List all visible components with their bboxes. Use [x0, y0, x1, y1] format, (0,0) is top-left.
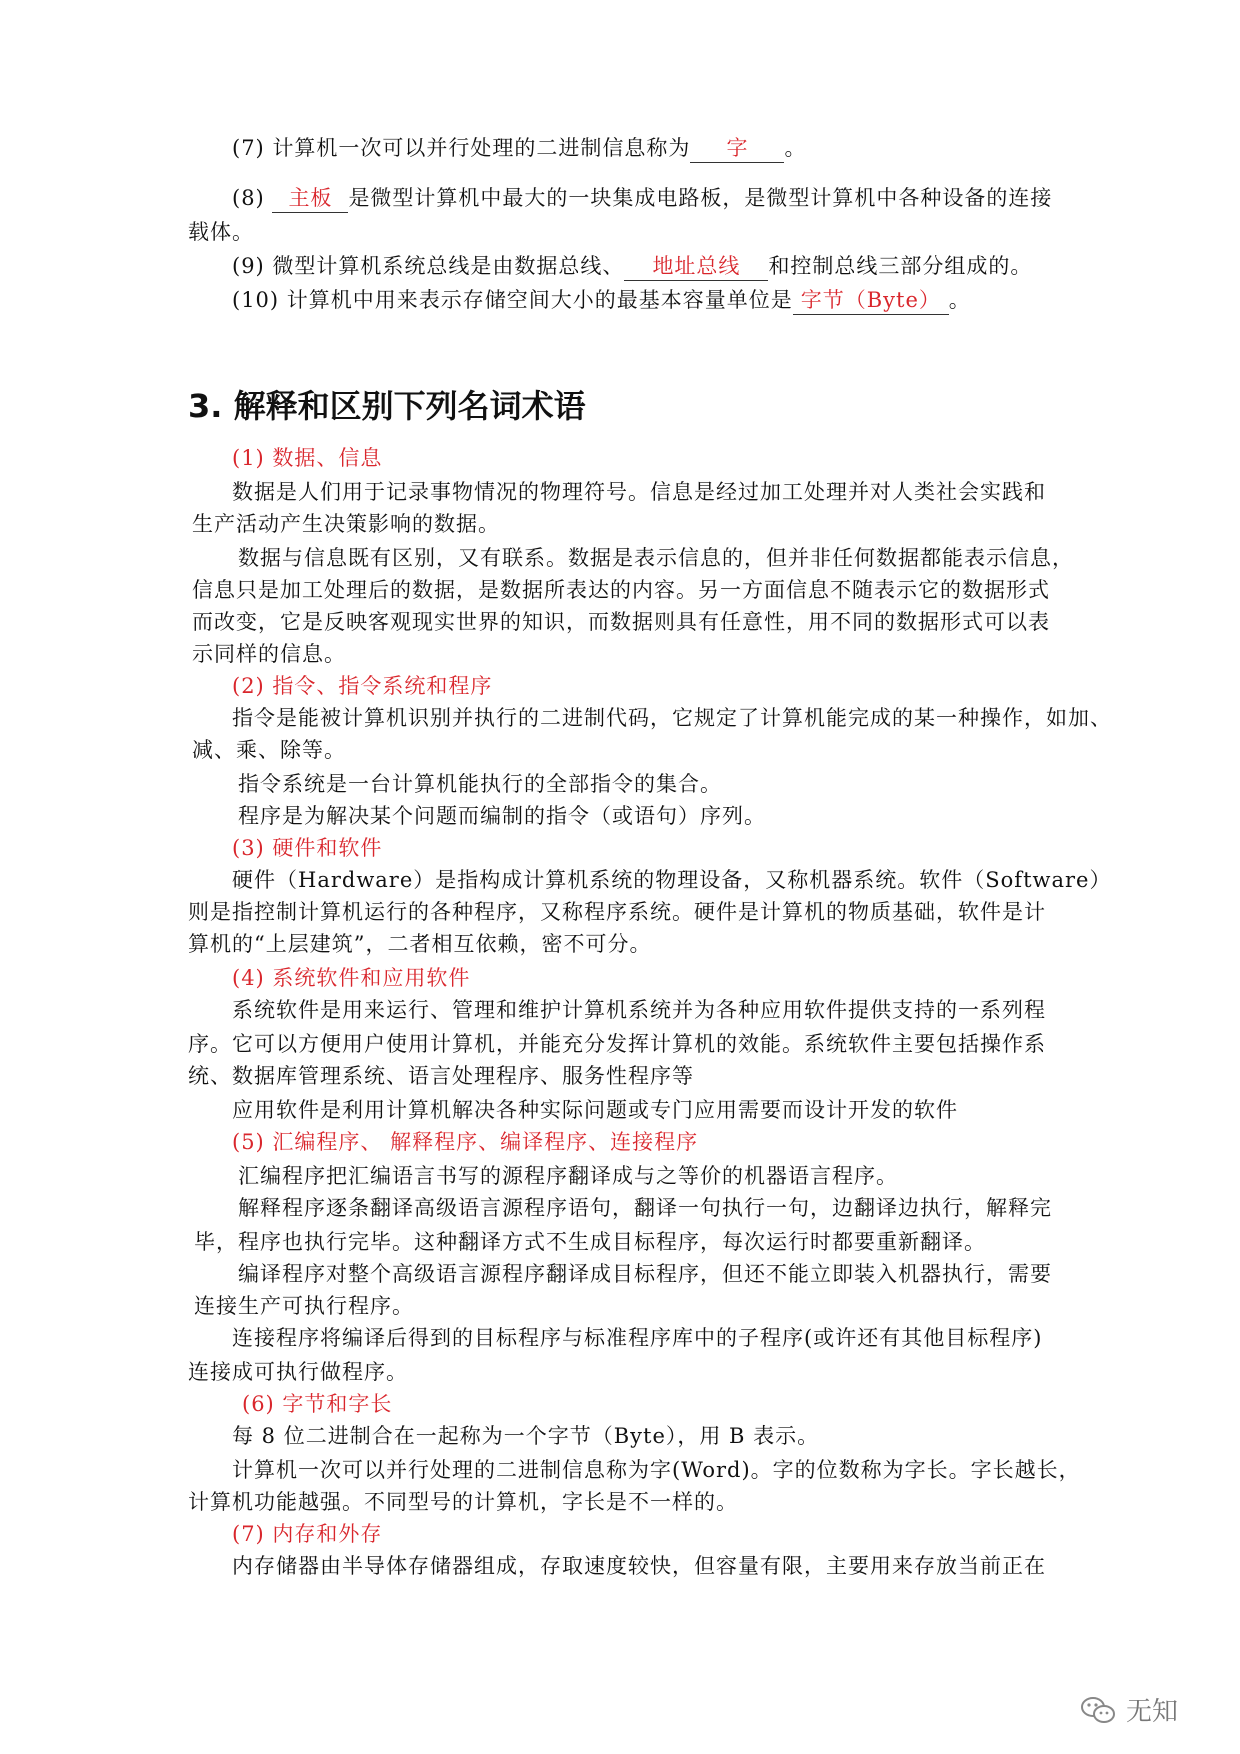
paragraph-line: 程序是为解决某个问题而编制的指令（或语句）序列。	[238, 804, 766, 828]
paragraph-line: 连接程序将编译后得到的目标程序与标准程序库中的子程序(或许还有其他目标程序)	[232, 1326, 1043, 1350]
paragraph-line: 计算机一次可以并行处理的二进制信息称为字(Word)。字的位数称为字长。字长越长，	[232, 1458, 1081, 1482]
paragraph-line: 算机的“上层建筑”，二者相互依赖，密不可分。	[188, 932, 652, 956]
question-text-end: 。	[948, 288, 971, 312]
watermark	[1080, 1691, 1178, 1728]
question-text-end: 和控制总线三部分组成的。	[768, 254, 1033, 278]
term-title: (6) 字节和字长	[242, 1392, 393, 1416]
paragraph-line: 计算机功能越强。不同型号的计算机，字长是不一样的。	[188, 1490, 738, 1514]
paragraph-line: 毕，程序也执行完毕。这种翻译方式不生成目标程序，每次运行时都要重新翻译。	[194, 1230, 986, 1254]
paragraph-line: 生产活动产生决策影响的数据。	[192, 512, 500, 536]
answer-blank: 主板	[272, 184, 348, 213]
question-number: (7)	[232, 136, 265, 160]
section-heading: 3. 解释和区别下列名词术语	[188, 387, 586, 425]
paragraph-line: 信息只是加工处理后的数据，是数据所表达的内容。另一方面信息不随表示它的数据形式	[192, 578, 1050, 602]
question-number: (8)	[232, 186, 265, 210]
question-8-continued: 载体。	[188, 220, 254, 244]
question-8	[232, 184, 1052, 213]
paragraph-line: 减、乘、除等。	[192, 738, 346, 762]
question-text: 是微型计算机中最大的一块集成电路板，是微型计算机中各种设备的连接	[348, 186, 1053, 210]
question-10	[232, 286, 971, 315]
term-title: (4) 系统软件和应用软件	[232, 966, 471, 990]
paragraph-line: 而改变，它是反映客观现实世界的知识，而数据则具有任意性，用不同的数据形式可以表	[192, 610, 1050, 634]
term-title: (2) 指令、指令系统和程序	[232, 674, 493, 698]
answer-blank: 字	[690, 134, 784, 163]
paragraph-line: 汇编程序把汇编语言书写的源程序翻译成与之等价的机器语言程序。	[238, 1164, 898, 1188]
paragraph-line: 系统软件是用来运行、管理和维护计算机系统并为各种应用软件提供支持的一系列程	[232, 998, 1046, 1022]
paragraph-line: 连接生产可执行程序。	[194, 1294, 414, 1318]
term-title: (3) 硬件和软件	[232, 836, 383, 860]
question-number: (10)	[232, 288, 280, 312]
question-text: 计算机中用来表示存储空间大小的最基本容量单位是	[286, 288, 793, 312]
question-text-end: 。	[784, 136, 807, 160]
paragraph-line: 指令是能被计算机识别并执行的二进制代码，它规定了计算机能完成的某一种操作，如加、	[232, 706, 1112, 730]
paragraph-line: 每 8 位二进制合在一起称为一个字节（Byte），用 B 表示。	[232, 1424, 820, 1448]
paragraph-line: 示同样的信息。	[192, 642, 346, 666]
answer-blank: 字节（Byte）	[793, 286, 949, 315]
term-title: (5) 汇编程序、 解释程序、编译程序、连接程序	[232, 1130, 699, 1154]
watermark-text: 无知	[1126, 1697, 1179, 1727]
paragraph-line: 编译程序对整个高级语言源程序翻译成目标程序，但还不能立即装入机器执行，需要	[238, 1262, 1052, 1286]
question-7	[232, 134, 806, 163]
paragraph-line: 硬件（Hardware）是指构成计算机系统的物理设备，又称机器系统。软件（Software）	[232, 868, 1112, 892]
wechat-icon	[1080, 1695, 1116, 1725]
paragraph-line: 内存储器由半导体存储器组成，存取速度较快，但容量有限，主要用来存放当前正在	[232, 1554, 1046, 1578]
term-title: (1) 数据、信息	[232, 446, 383, 470]
question-text: 微型计算机系统总线是由数据总线、	[272, 254, 625, 278]
answer-blank: 地址总线	[624, 252, 768, 281]
paragraph-line: 序。它可以方便用户使用计算机，并能充分发挥计算机的效能。系统软件主要包括操作系	[188, 1032, 1046, 1056]
paragraph-line: 应用软件是利用计算机解决各种实际问题或专门应用需要而设计开发的软件	[232, 1098, 958, 1122]
paragraph-line: 指令系统是一台计算机能执行的全部指令的集合。	[238, 772, 722, 796]
term-title: (7) 内存和外存	[232, 1522, 383, 1546]
paragraph-line: 连接成可执行做程序。	[188, 1360, 408, 1384]
paragraph-line: 统、数据库管理系统、语言处理程序、服务性程序等	[188, 1064, 694, 1088]
paragraph-line: 数据与信息既有区别，又有联系。数据是表示信息的，但并非任何数据都能表示信息，	[238, 546, 1074, 570]
question-number: (9)	[232, 254, 265, 278]
question-text: 计算机一次可以并行处理的二进制信息称为	[272, 136, 691, 160]
paragraph-line: 数据是人们用于记录事物情况的物理符号。信息是经过加工处理并对人类社会实践和	[232, 480, 1046, 504]
paragraph-line: 则是指控制计算机运行的各种程序，又称程序系统。硬件是计算机的物质基础，软件是计	[188, 900, 1046, 924]
question-9	[232, 252, 1032, 281]
paragraph-line: 解释程序逐条翻译高级语言源程序语句，翻译一句执行一句，边翻译边执行，解释完	[238, 1196, 1052, 1220]
